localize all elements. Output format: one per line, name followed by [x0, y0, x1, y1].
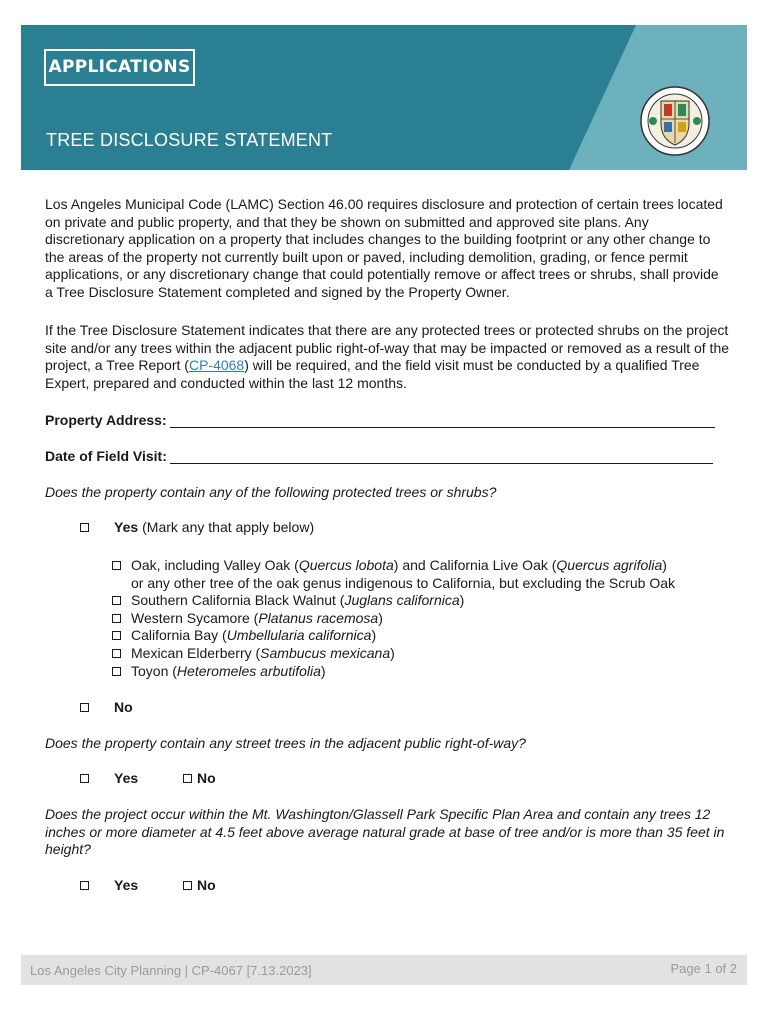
q2-yes-label: Yes: [114, 770, 139, 786]
q3-no-checkbox[interactable]: [183, 881, 192, 890]
field-visit-date-label: Date of Field Visit:: [45, 448, 167, 464]
species-scientific-name: Sambucus mexicana: [260, 644, 391, 661]
species-checkbox-bay[interactable]: [112, 631, 121, 640]
species-close: ): [371, 627, 377, 644]
q2-no-label: No: [197, 770, 216, 786]
species-name: Mexican Elderberry (: [131, 644, 261, 661]
q3-yes-label: Yes: [114, 877, 139, 893]
city-seal-logo: [639, 75, 711, 167]
species-scientific-name: Umbellularia californica: [226, 627, 372, 644]
q1-yes-checkbox[interactable]: [80, 523, 89, 532]
species-item-oak: [112, 557, 675, 592]
species-checkbox-sycamore[interactable]: [112, 614, 121, 623]
species-item-sycamore: [112, 610, 675, 628]
page-footer: [21, 955, 747, 985]
species-text-elderberry: [131, 645, 395, 663]
species-scientific-name: Juglans californica: [344, 592, 460, 609]
q1-yes-note: (Mark any that apply below): [142, 519, 315, 535]
species-scientific-name: Platanus racemosa: [258, 609, 379, 626]
tree-report-text-before: If the Tree Disclosure Statement indicates that there are any protected trees or protected shrubs on the project site and/or any trees within the adjacent public right-of-way that may be impacted or removed as a result of the project, a Tree Report (: [45, 322, 730, 374]
species-name: Western Sycamore (: [131, 609, 259, 626]
species-checkbox-elderberry[interactable]: [112, 649, 121, 658]
species-text-walnut: [131, 592, 464, 610]
species-close: ): [459, 592, 465, 609]
q3-no-option: [183, 877, 216, 893]
species-item-toyon: [112, 663, 675, 681]
question-street-trees: Does the property contain any street trees in the adjacent public right-of-way?: [45, 735, 526, 751]
species-name: Toyon (: [131, 662, 177, 679]
cp-4068-link[interactable]: CP-4068: [188, 357, 245, 374]
species-close: ): [390, 644, 395, 661]
species-name: Southern California Black Walnut (: [131, 592, 345, 609]
species-scientific-name: Quercus lobota: [298, 557, 394, 573]
q3-yes-option: [80, 877, 138, 893]
species-name-cont: ) and California Live Oak (: [393, 557, 557, 573]
species-close: ): [662, 557, 667, 573]
q1-yes-label: Yes: [114, 519, 139, 535]
q1-no-label: No: [114, 699, 133, 715]
intro-paragraph: Los Angeles Municipal Code (LAMC) Section 46.00 requires disclosure and protection of certain trees located on private and public property, and that they be shown on submitted and approved site plans. Any discretionary application on a property that includes changes to the building footprint or any other change to the areas of the property not currently built upon or paved, including demolition, grading, or fence permit applications, or any discretionary change that could potentially remove or affect trees or shrubs, shall provide a Tree Disclosure Statement completed and signed by the Property Owner.: [45, 196, 723, 300]
field-visit-date-field: [45, 448, 713, 464]
header-banner: [21, 25, 747, 170]
property-address-input[interactable]: [170, 412, 715, 428]
species-name: Oak, including Valley Oak (: [131, 557, 299, 573]
q3-no-label: No: [197, 877, 216, 893]
species-text-toyon: [131, 663, 326, 681]
species-name: California Bay (: [131, 627, 227, 644]
q1-no-checkbox[interactable]: [80, 703, 89, 712]
species-checkbox-oak[interactable]: [112, 561, 121, 570]
q1-yes-option: [80, 519, 314, 535]
species-checkbox-walnut[interactable]: [112, 596, 121, 605]
species-text-oak: [131, 557, 675, 592]
species-item-elderberry: [112, 645, 675, 663]
q2-no-checkbox[interactable]: [183, 774, 192, 783]
tree-report-text-after: ) will be required, and the field visit must be conducted by a qualified Tree Expert, prepared and conducted within the last 12 months.: [45, 357, 700, 391]
species-close: ): [378, 609, 383, 626]
tree-report-paragraph: [45, 322, 730, 392]
q1-no-option: [80, 699, 133, 715]
property-address-field: [45, 412, 715, 428]
species-list: [112, 557, 675, 680]
page-title: TREE DISCLOSURE STATEMENT: [46, 130, 333, 150]
property-address-label: Property Address:: [45, 412, 167, 428]
species-oak-note: or any other tree of the oak genus indigenous to California, but excluding the Scrub Oak: [131, 574, 676, 591]
species-item-bay: [112, 627, 675, 645]
q2-no-option: [183, 770, 216, 786]
applications-badge: APPLICATIONS: [44, 49, 195, 86]
species-scientific-name: Heteromeles arbutifolia: [176, 662, 321, 679]
species-text-bay: [131, 627, 376, 645]
species-close: ): [320, 662, 326, 679]
species-text-sycamore: [131, 610, 383, 628]
footer-page-number: Page 1 of 2: [670, 961, 737, 976]
question-protected-trees: Does the property contain any of the following protected trees or shrubs?: [45, 484, 497, 500]
question-specific-plan: Does the project occur within the Mt. Washington/Glassell Park Specific Plan Area and contain any trees 12 inches or more diameter at 4.5 feet above average natural grade at base of tree and/or is more than 35 feet in height?: [45, 806, 725, 858]
q2-yes-option: [80, 770, 138, 786]
q3-yes-checkbox[interactable]: [80, 881, 89, 890]
field-visit-date-input[interactable]: [170, 448, 713, 464]
q2-yes-checkbox[interactable]: [80, 774, 89, 783]
footer-form-id: Los Angeles City Planning | CP-4067 [7.13.2023]: [30, 963, 312, 978]
species-scientific-name-2: Quercus agrifolia: [556, 557, 663, 573]
species-item-walnut: [112, 592, 675, 610]
species-checkbox-toyon[interactable]: [112, 667, 121, 676]
